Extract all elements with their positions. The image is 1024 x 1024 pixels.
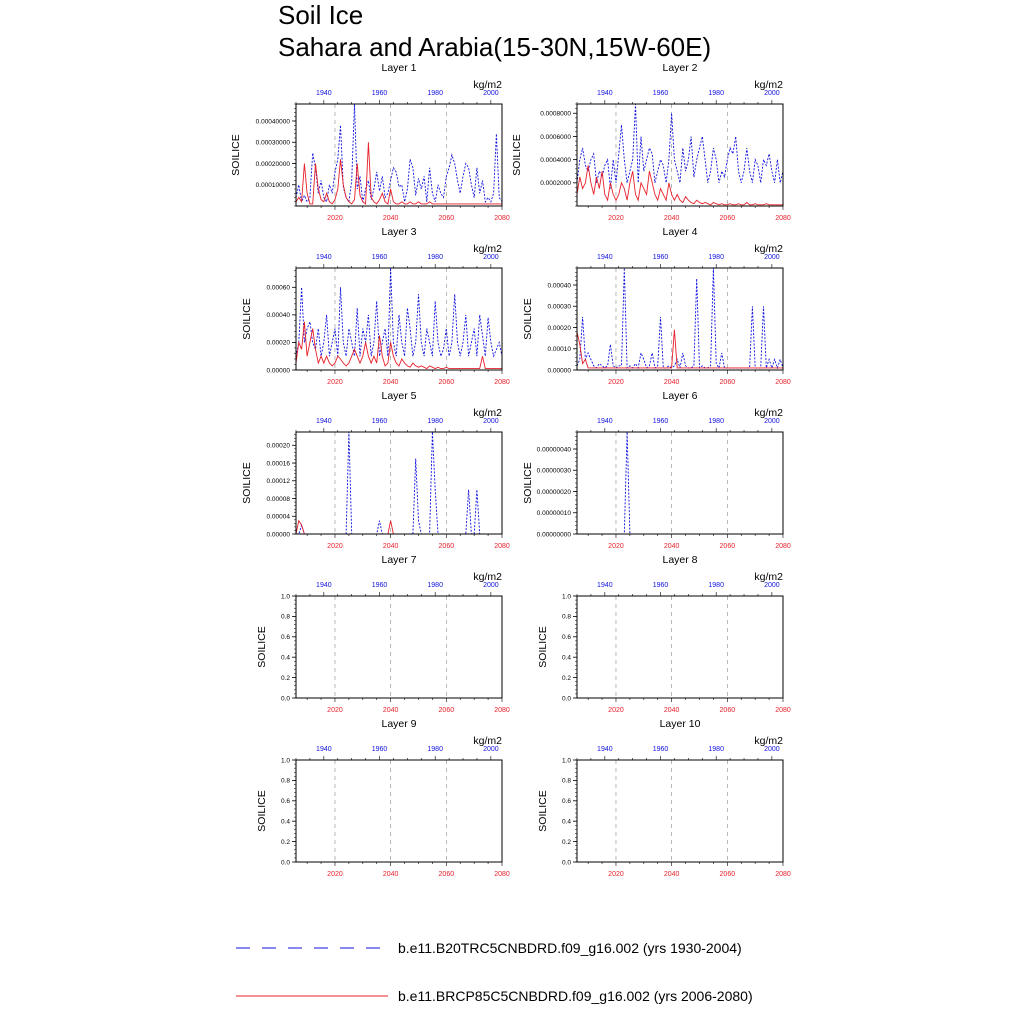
x-bottom-tick-label: 2040 bbox=[663, 707, 680, 714]
y-tick-label: 0.6 bbox=[280, 798, 290, 806]
x-bottom-tick-label: 2040 bbox=[663, 543, 680, 550]
x-bottom-tick-label: 2020 bbox=[327, 871, 343, 878]
x-bottom-tick-label: 2060 bbox=[438, 707, 455, 714]
x-bottom-tick-label: 2020 bbox=[608, 379, 624, 386]
x-bottom-tick-label: 2080 bbox=[775, 543, 791, 550]
x-bottom-tick-label: 2040 bbox=[663, 379, 680, 386]
x-bottom-tick-label: 2060 bbox=[719, 543, 736, 550]
x-top-tick-label: 1960 bbox=[652, 90, 669, 97]
panel-title: Layer 3 bbox=[381, 226, 417, 238]
y-tick-label: 0.00000010 bbox=[536, 510, 571, 518]
x-bottom-tick-label: 2060 bbox=[719, 379, 736, 386]
x-top-tick-label: 1980 bbox=[708, 254, 724, 261]
y-axis-label: SOILICE bbox=[241, 298, 253, 340]
x-top-tick-label: 1980 bbox=[708, 582, 724, 589]
y-tick-label: 1.0 bbox=[561, 757, 571, 765]
y-tick-label: 0.4 bbox=[561, 654, 571, 662]
panel-layer-6 bbox=[522, 390, 791, 550]
x-top-tick-label: 1980 bbox=[427, 746, 443, 753]
x-top-tick-label: 1980 bbox=[427, 90, 443, 97]
x-top-tick-label: 1980 bbox=[708, 418, 724, 425]
units-label: kg/m2 bbox=[473, 243, 502, 255]
y-tick-label: 0.00000 bbox=[547, 367, 571, 375]
x-bottom-tick-label: 2080 bbox=[775, 379, 791, 386]
x-top-tick-label: 1980 bbox=[427, 582, 443, 589]
x-top-tick-label: 1940 bbox=[597, 90, 613, 97]
y-tick-label: 0.8 bbox=[280, 613, 290, 621]
y-tick-label: 0.8 bbox=[561, 777, 571, 785]
x-top-tick-label: 1940 bbox=[597, 254, 613, 261]
y-tick-label: 1.0 bbox=[280, 757, 290, 765]
x-bottom-tick-label: 2060 bbox=[719, 707, 736, 714]
legend-label-future: b.e11.BRCP85C5CNBDRD.f09_g16.002 (yrs 2006-2080) bbox=[398, 988, 753, 1004]
x-top-tick-label: 1940 bbox=[597, 582, 613, 589]
y-tick-label: 0.00040000 bbox=[255, 118, 290, 126]
x-top-tick-label: 2000 bbox=[764, 746, 780, 753]
x-bottom-tick-label: 2060 bbox=[719, 215, 736, 222]
x-top-tick-label: 1940 bbox=[316, 746, 332, 753]
historical-series-line bbox=[577, 268, 783, 368]
y-tick-label: 0.00000 bbox=[266, 531, 290, 539]
y-tick-label: 0.6 bbox=[561, 798, 571, 806]
x-bottom-tick-label: 2020 bbox=[608, 707, 624, 714]
units-label: kg/m2 bbox=[473, 571, 502, 583]
y-axis-label: SOILICE bbox=[241, 462, 253, 504]
panel-layer-9 bbox=[256, 718, 510, 878]
x-top-tick-label: 1960 bbox=[652, 418, 669, 425]
x-bottom-tick-label: 2060 bbox=[438, 871, 455, 878]
x-bottom-tick-label: 2080 bbox=[775, 871, 791, 878]
y-tick-label: 0.00004 bbox=[266, 513, 290, 521]
x-top-tick-label: 1960 bbox=[371, 582, 388, 589]
y-tick-label: 0.00040 bbox=[547, 282, 571, 290]
y-tick-label: 0.00000 bbox=[266, 367, 290, 375]
x-top-tick-label: 1980 bbox=[427, 418, 443, 425]
y-tick-label: 0.0 bbox=[561, 859, 571, 867]
panels bbox=[230, 62, 791, 878]
plot-frame bbox=[296, 104, 502, 206]
x-bottom-tick-label: 2040 bbox=[663, 215, 680, 222]
y-axis-label: SOILICE bbox=[522, 298, 534, 340]
y-axis-label: SOILICE bbox=[230, 134, 242, 176]
y-tick-label: 0.8 bbox=[561, 613, 571, 621]
figure-title: Soil Ice bbox=[278, 0, 364, 30]
x-bottom-tick-label: 2040 bbox=[382, 871, 399, 878]
x-bottom-tick-label: 2040 bbox=[382, 707, 399, 714]
y-tick-label: 0.00010 bbox=[547, 346, 571, 354]
y-tick-label: 0.00020 bbox=[266, 339, 290, 347]
x-bottom-tick-label: 2020 bbox=[608, 543, 624, 550]
x-bottom-tick-label: 2020 bbox=[327, 215, 343, 222]
y-tick-label: 0.00040 bbox=[266, 312, 290, 320]
panel-title: Layer 10 bbox=[659, 718, 701, 730]
x-top-tick-label: 1960 bbox=[371, 90, 388, 97]
x-bottom-tick-label: 2080 bbox=[775, 215, 791, 222]
units-label: kg/m2 bbox=[754, 735, 783, 747]
y-axis-label: SOILICE bbox=[522, 462, 534, 504]
x-bottom-tick-label: 2020 bbox=[608, 871, 624, 878]
legend bbox=[236, 940, 753, 1004]
x-top-tick-label: 2000 bbox=[483, 90, 499, 97]
plot-frame bbox=[296, 760, 502, 862]
y-tick-label: 0.0 bbox=[561, 695, 571, 703]
x-top-tick-label: 1960 bbox=[371, 746, 388, 753]
panel-title: Layer 4 bbox=[662, 226, 698, 238]
panel-layer-5 bbox=[241, 390, 510, 550]
x-top-tick-label: 1940 bbox=[316, 418, 332, 425]
y-tick-label: 0.4 bbox=[280, 654, 290, 662]
y-tick-label: 0.00020 bbox=[547, 324, 571, 332]
panel-layer-8 bbox=[537, 554, 791, 714]
x-top-tick-label: 1940 bbox=[597, 746, 613, 753]
plot-frame bbox=[296, 596, 502, 698]
legend-label-historical: b.e11.B20TRC5CNBDRD.f09_g16.002 (yrs 1930-2004) bbox=[398, 940, 742, 956]
historical-series-line bbox=[577, 104, 783, 189]
x-top-tick-label: 2000 bbox=[483, 254, 499, 261]
y-tick-label: 0.00012 bbox=[266, 478, 290, 486]
y-tick-label: 0.4 bbox=[280, 818, 290, 826]
x-bottom-tick-label: 2060 bbox=[438, 379, 455, 386]
x-top-tick-label: 1940 bbox=[316, 90, 332, 97]
y-tick-label: 0.2 bbox=[280, 838, 290, 846]
plot-frame bbox=[577, 596, 783, 698]
x-top-tick-label: 2000 bbox=[764, 582, 780, 589]
y-tick-label: 0.6 bbox=[561, 634, 571, 642]
panel-layer-2 bbox=[511, 62, 791, 222]
x-top-tick-label: 1940 bbox=[597, 418, 613, 425]
x-bottom-tick-label: 2080 bbox=[494, 379, 510, 386]
x-bottom-tick-label: 2040 bbox=[382, 543, 399, 550]
x-bottom-tick-label: 2080 bbox=[494, 543, 510, 550]
historical-series-line bbox=[296, 432, 502, 534]
y-tick-label: 0.00060 bbox=[266, 284, 290, 292]
x-top-tick-label: 1980 bbox=[427, 254, 443, 261]
panel-layer-7 bbox=[256, 554, 510, 714]
panel-title: Layer 2 bbox=[662, 62, 698, 74]
x-bottom-tick-label: 2080 bbox=[775, 707, 791, 714]
x-top-tick-label: 2000 bbox=[764, 90, 780, 97]
units-label: kg/m2 bbox=[473, 735, 502, 747]
panel-title: Layer 7 bbox=[381, 554, 417, 566]
y-tick-label: 0.0004000 bbox=[540, 156, 571, 164]
y-axis-label: SOILICE bbox=[537, 790, 549, 832]
x-bottom-tick-label: 2060 bbox=[719, 871, 736, 878]
panel-title: Layer 5 bbox=[381, 390, 417, 402]
x-top-tick-label: 1960 bbox=[652, 582, 669, 589]
x-top-tick-label: 2000 bbox=[483, 418, 499, 425]
x-bottom-tick-label: 2080 bbox=[494, 707, 510, 714]
y-tick-label: 0.0006000 bbox=[540, 133, 571, 141]
y-tick-label: 0.00020 bbox=[266, 442, 290, 450]
y-tick-label: 1.0 bbox=[561, 593, 571, 601]
y-axis-label: SOILICE bbox=[256, 790, 268, 832]
x-top-tick-label: 1960 bbox=[652, 254, 669, 261]
x-top-tick-label: 1960 bbox=[371, 418, 388, 425]
x-top-tick-label: 2000 bbox=[764, 418, 780, 425]
plot-frame bbox=[577, 432, 783, 534]
panel-layer-10 bbox=[537, 718, 791, 878]
x-bottom-tick-label: 2040 bbox=[663, 871, 680, 878]
y-tick-label: 0.00000040 bbox=[536, 446, 571, 454]
y-tick-label: 0.0008000 bbox=[540, 110, 571, 118]
y-tick-label: 0.00016 bbox=[266, 460, 290, 468]
y-tick-label: 0.2 bbox=[561, 838, 571, 846]
x-bottom-tick-label: 2060 bbox=[438, 543, 455, 550]
y-axis-label: SOILICE bbox=[537, 626, 549, 668]
x-top-tick-label: 1960 bbox=[652, 746, 669, 753]
x-bottom-tick-label: 2040 bbox=[382, 379, 399, 386]
y-tick-label: 0.00000030 bbox=[536, 467, 571, 475]
y-tick-label: 0.2 bbox=[280, 674, 290, 682]
y-tick-label: 0.2 bbox=[561, 674, 571, 682]
x-top-tick-label: 1960 bbox=[371, 254, 388, 261]
historical-series-line bbox=[296, 104, 502, 202]
y-tick-label: 0.00030000 bbox=[255, 139, 290, 147]
y-tick-label: 0.00008 bbox=[266, 495, 290, 503]
units-label: kg/m2 bbox=[473, 79, 502, 91]
future-series-line bbox=[577, 330, 783, 368]
x-bottom-tick-label: 2020 bbox=[327, 379, 343, 386]
plot-frame bbox=[577, 268, 783, 370]
x-top-tick-label: 1940 bbox=[316, 582, 332, 589]
y-tick-label: 0.00000020 bbox=[536, 488, 571, 496]
y-tick-label: 1.0 bbox=[280, 593, 290, 601]
panel-layer-3 bbox=[241, 226, 510, 386]
y-axis-label: SOILICE bbox=[511, 134, 523, 176]
units-label: kg/m2 bbox=[754, 79, 783, 91]
x-bottom-tick-label: 2060 bbox=[438, 215, 455, 222]
x-top-tick-label: 2000 bbox=[483, 746, 499, 753]
y-tick-label: 0.00010000 bbox=[255, 182, 290, 190]
units-label: kg/m2 bbox=[754, 243, 783, 255]
x-bottom-tick-label: 2080 bbox=[494, 215, 510, 222]
panel-title: Layer 1 bbox=[381, 62, 417, 74]
x-top-tick-label: 1980 bbox=[708, 746, 724, 753]
units-label: kg/m2 bbox=[754, 571, 783, 583]
y-tick-label: 0.0 bbox=[280, 859, 290, 867]
x-top-tick-label: 2000 bbox=[483, 582, 499, 589]
y-tick-label: 0.00030 bbox=[547, 303, 571, 311]
x-bottom-tick-label: 2020 bbox=[327, 543, 343, 550]
panel-title: Layer 6 bbox=[662, 390, 698, 402]
x-bottom-tick-label: 2040 bbox=[382, 215, 399, 222]
y-tick-label: 0.4 bbox=[561, 818, 571, 826]
figure-subtitle: Sahara and Arabia(15-30N,15W-60E) bbox=[278, 32, 712, 62]
future-series-line bbox=[296, 142, 502, 204]
future-series-line bbox=[577, 165, 783, 204]
x-bottom-tick-label: 2020 bbox=[608, 215, 624, 222]
y-tick-label: 0.0 bbox=[280, 695, 290, 703]
y-tick-label: 0.00020000 bbox=[255, 160, 290, 168]
units-label: kg/m2 bbox=[754, 407, 783, 419]
y-tick-label: 0.0002000 bbox=[540, 180, 571, 188]
y-tick-label: 0.00000000 bbox=[536, 531, 571, 539]
panel-layer-4 bbox=[522, 226, 791, 386]
plot-frame bbox=[296, 432, 502, 534]
panel-layer-1 bbox=[230, 62, 510, 222]
x-bottom-tick-label: 2080 bbox=[494, 871, 510, 878]
panel-title: Layer 8 bbox=[662, 554, 698, 566]
y-tick-label: 0.6 bbox=[280, 634, 290, 642]
x-top-tick-label: 2000 bbox=[764, 254, 780, 261]
panel-title: Layer 9 bbox=[381, 718, 417, 730]
units-label: kg/m2 bbox=[473, 407, 502, 419]
historical-series-line bbox=[577, 432, 783, 534]
x-top-tick-label: 1980 bbox=[708, 90, 724, 97]
y-axis-label: SOILICE bbox=[256, 626, 268, 668]
plot-frame bbox=[577, 104, 783, 206]
historical-series-line bbox=[296, 268, 502, 356]
x-top-tick-label: 1940 bbox=[316, 254, 332, 261]
y-tick-label: 0.8 bbox=[280, 777, 290, 785]
plot-frame bbox=[577, 760, 783, 862]
x-bottom-tick-label: 2020 bbox=[327, 707, 343, 714]
